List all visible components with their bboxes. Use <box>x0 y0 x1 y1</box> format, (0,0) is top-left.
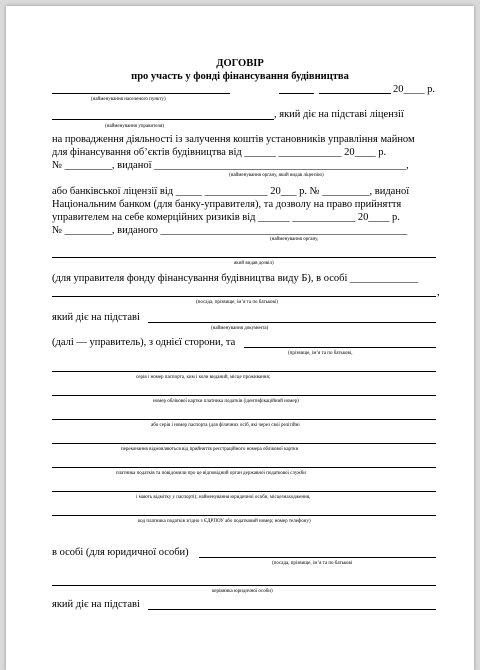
para2-line2: Національним банком (для банку-управителя), та дозволу на право прийняття <box>52 199 402 210</box>
manager-line <box>52 119 274 120</box>
caption-settlement: (найменування населеного пункту) <box>91 97 166 102</box>
para2-line4: № _________, виданого _______________________________________________ <box>52 225 408 236</box>
permit-line <box>52 257 436 258</box>
para1-line2: для фінансування об’єктів будівництва від ______ ____________ 20____ р. <box>52 147 387 158</box>
caption-beliefs: переконання відмовляються від прийняття реєстраційного номера облікової картки <box>121 447 299 452</box>
caption-taxpayer: платника податків та повідомили про це відповідний орган державної податкової служби <box>116 471 306 476</box>
rep-line <box>52 585 436 586</box>
month-line <box>319 93 391 94</box>
legal-person-line: в особі (для юридичної особи) <box>52 547 189 558</box>
document-line <box>148 322 436 323</box>
passport-line <box>52 371 436 372</box>
fund-b-line: (для управителя фонду фінансування будівництва виду Б), в особі _____________ <box>52 273 419 284</box>
document-title: ДОГОВІР <box>216 58 264 69</box>
day-line <box>279 93 314 94</box>
caption-authority1: (найменування органу, який видав ліцензію) <box>229 173 324 178</box>
representative-line <box>52 296 436 297</box>
para2-line3: управителем на себе комерційних ризиків від ______ ____________ 20____ р. <box>52 212 400 223</box>
caption-manager: (найменування управителя) <box>105 124 165 129</box>
para2-line1: або банківської ліцензії від _____ ____________ 20___ р. № _________, виданої <box>52 186 410 197</box>
para1-line3: № _________, виданої ________________________________________________, <box>52 160 409 171</box>
taxpayer-line <box>52 467 436 468</box>
acting-basis-2: який діє на підставі <box>52 599 140 610</box>
caption-position1: (посада, прізвище, ім’я та по батькові) <box>196 300 278 305</box>
settlement-line <box>52 93 230 94</box>
caption-passport-believers: або серія і номер паспорта (для фізичних осіб, які через свої релігійні <box>151 423 300 428</box>
caption-authority2: (найменування органу, <box>270 237 319 242</box>
para1-line1: на провадження діяльності із залучення коштів установників управління майном <box>52 134 415 145</box>
caption-edrpou: код платника податків згідно з ЄДРПОУ або податковий номер; номер телефону) <box>138 519 311 524</box>
beliefs-line <box>52 443 436 444</box>
document-line-2 <box>148 609 436 610</box>
acting-basis: який діє на підставі <box>52 312 140 323</box>
party-line: (далі — управитель), з однієї сторони, та <box>52 337 236 348</box>
caption-name1: (прізвище, ім’я та по батькові, <box>288 351 353 356</box>
legal-rep-line <box>199 557 436 558</box>
believers-line <box>52 419 436 420</box>
legal-entity-line <box>52 491 436 492</box>
document-subtitle: про участь у фонді фінансування будівництва <box>131 71 349 82</box>
comma: , <box>437 287 440 298</box>
document-page <box>6 6 474 670</box>
party-name-line <box>244 347 436 348</box>
edrpou-line <box>52 515 436 516</box>
caption-document: (найменування документа) <box>211 326 269 331</box>
caption-position2: (посада, прізвище, ім’я та по батькові <box>272 561 353 566</box>
caption-permit: який видав дозвіл) <box>234 261 274 266</box>
taxcard-line <box>52 395 436 396</box>
licence-text: , який діє на підставі ліцензії <box>274 109 404 120</box>
caption-passport: серія і номер паспорта, ким і коли виданий, місце проживання; <box>136 375 271 380</box>
caption-taxcard: номер облікової картки платника податків (ідентифікаційний номер) <box>153 399 299 404</box>
date-year: 20____ р. <box>393 84 435 95</box>
caption-mark: і мають відмітку у паспорті); найменування юридичної особи, місцезнаходження, <box>136 495 311 500</box>
caption-rep: керівника юридичної особи) <box>212 589 273 594</box>
